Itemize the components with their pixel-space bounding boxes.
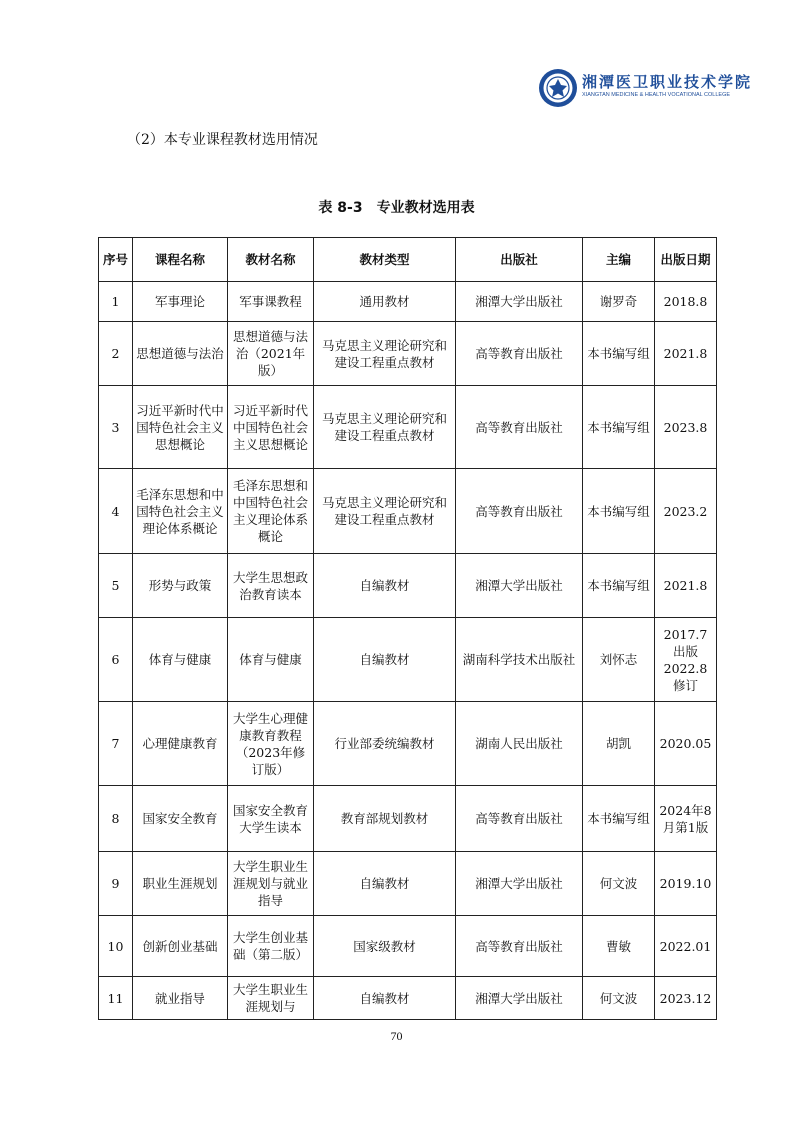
cell-textbook: 思想道德与法治（2021年版） xyxy=(228,322,314,386)
cell-textbook: 大学生职业生涯规划与就业指导 xyxy=(228,852,314,916)
cell-type: 自编教材 xyxy=(314,852,456,916)
cell-date: 2019.10 xyxy=(655,852,717,916)
cell-publisher: 湘潭大学出版社 xyxy=(456,852,583,916)
cell-textbook: 军事课教程 xyxy=(228,282,314,322)
cell-course: 职业生涯规划 xyxy=(133,852,228,916)
cell-publisher: 湖南科学技术出版社 xyxy=(456,618,583,702)
table-row xyxy=(99,702,717,786)
cell-date: 2020.05 xyxy=(655,702,717,786)
header-textbook: 教材名称 xyxy=(228,238,314,282)
cell-course: 创新创业基础 xyxy=(133,916,228,977)
table-row xyxy=(99,282,717,322)
table-row xyxy=(99,322,717,386)
cell-index: 6 xyxy=(99,618,133,702)
cell-publisher: 湘潭大学出版社 xyxy=(456,554,583,618)
cell-type: 马克思主义理论研究和建设工程重点教材 xyxy=(314,322,456,386)
table-header-row xyxy=(99,238,717,282)
cell-editor: 谢罗奇 xyxy=(583,282,655,322)
cell-index: 5 xyxy=(99,554,133,618)
cell-index: 3 xyxy=(99,386,133,469)
table-row xyxy=(99,852,717,916)
cell-date: 2021.8 xyxy=(655,554,717,618)
cell-textbook: 体育与健康 xyxy=(228,618,314,702)
cell-date: 2022.01 xyxy=(655,916,717,977)
table-row xyxy=(99,386,717,469)
section-heading: （2）本专业课程教材选用情况 xyxy=(127,132,318,148)
page-number: 70 xyxy=(390,1029,403,1043)
cell-textbook: 大学生职业生涯规划与 xyxy=(228,977,314,1020)
cell-index: 2 xyxy=(99,322,133,386)
cell-date: 2023.2 xyxy=(655,469,717,554)
table-caption: 表 8-3 专业教材选用表 xyxy=(318,200,475,216)
cell-type: 马克思主义理论研究和建设工程重点教材 xyxy=(314,469,456,554)
cell-index: 10 xyxy=(99,916,133,977)
cell-editor: 本书编写组 xyxy=(583,322,655,386)
cell-editor: 刘怀志 xyxy=(583,618,655,702)
college-logo xyxy=(538,68,753,108)
cell-course: 国家安全教育 xyxy=(133,786,228,852)
header-editor: 主编 xyxy=(583,238,655,282)
cell-index: 8 xyxy=(99,786,133,852)
cell-course: 体育与健康 xyxy=(133,618,228,702)
header-date: 出版日期 xyxy=(655,238,717,282)
cell-type: 自编教材 xyxy=(314,977,456,1020)
cell-course: 就业指导 xyxy=(133,977,228,1020)
table-row xyxy=(99,977,717,1020)
cell-course: 毛泽东思想和中国特色社会主义理论体系概论 xyxy=(133,469,228,554)
cell-type: 自编教材 xyxy=(314,554,456,618)
table-row xyxy=(99,469,717,554)
cell-publisher: 高等教育出版社 xyxy=(456,322,583,386)
college-seal-icon xyxy=(538,68,578,108)
cell-type: 通用教材 xyxy=(314,282,456,322)
cell-textbook: 习近平新时代中国特色社会主义思想概论 xyxy=(228,386,314,469)
cell-date: 2023.8 xyxy=(655,386,717,469)
cell-date: 2023.12 xyxy=(655,977,717,1020)
logo-chinese-name: 湘潭医卫职业技术学院 xyxy=(582,73,753,91)
cell-date: 2017.7出版2022.8修订 xyxy=(655,618,717,702)
table-row xyxy=(99,618,717,702)
cell-publisher: 湘潭大学出版社 xyxy=(456,282,583,322)
cell-date: 2018.8 xyxy=(655,282,717,322)
cell-index: 1 xyxy=(99,282,133,322)
cell-publisher: 高等教育出版社 xyxy=(456,469,583,554)
cell-editor: 本书编写组 xyxy=(583,554,655,618)
cell-publisher: 高等教育出版社 xyxy=(456,786,583,852)
cell-type: 马克思主义理论研究和建设工程重点教材 xyxy=(314,386,456,469)
cell-editor: 胡凯 xyxy=(583,702,655,786)
table-row xyxy=(99,916,717,977)
cell-publisher: 湖南人民出版社 xyxy=(456,702,583,786)
cell-course: 习近平新时代中国特色社会主义思想概论 xyxy=(133,386,228,469)
cell-type: 自编教材 xyxy=(314,618,456,702)
cell-textbook: 大学生心理健康教育教程（2023年修订版） xyxy=(228,702,314,786)
cell-textbook: 毛泽东思想和中国特色社会主义理论体系概论 xyxy=(228,469,314,554)
cell-textbook: 大学生思想政治教育读本 xyxy=(228,554,314,618)
cell-course: 军事理论 xyxy=(133,282,228,322)
cell-editor: 曹敏 xyxy=(583,916,655,977)
header-course: 课程名称 xyxy=(133,238,228,282)
cell-publisher: 湘潭大学出版社 xyxy=(456,977,583,1020)
cell-index: 7 xyxy=(99,702,133,786)
cell-course: 思想道德与法治 xyxy=(133,322,228,386)
cell-index: 11 xyxy=(99,977,133,1020)
cell-course: 形势与政策 xyxy=(133,554,228,618)
cell-editor: 本书编写组 xyxy=(583,786,655,852)
cell-textbook: 大学生创业基础（第二版） xyxy=(228,916,314,977)
table-row xyxy=(99,786,717,852)
cell-index: 4 xyxy=(99,469,133,554)
logo-english-name: XIANGTAN MEDICINE & HEALTH VOCATIONAL COLLEGE xyxy=(582,92,731,98)
cell-index: 9 xyxy=(99,852,133,916)
cell-date: 2024年8月第1版 xyxy=(655,786,717,852)
table-row xyxy=(99,554,717,618)
cell-date: 2021.8 xyxy=(655,322,717,386)
header-type: 教材类型 xyxy=(314,238,456,282)
cell-publisher: 高等教育出版社 xyxy=(456,386,583,469)
cell-type: 行业部委统编教材 xyxy=(314,702,456,786)
cell-editor: 何文波 xyxy=(583,977,655,1020)
cell-editor: 何文波 xyxy=(583,852,655,916)
cell-course: 心理健康教育 xyxy=(133,702,228,786)
cell-type: 国家级教材 xyxy=(314,916,456,977)
header-index: 序号 xyxy=(99,238,133,282)
header-publisher: 出版社 xyxy=(456,238,583,282)
cell-editor: 本书编写组 xyxy=(583,469,655,554)
textbook-table xyxy=(98,237,717,1020)
cell-type: 教育部规划教材 xyxy=(314,786,456,852)
cell-editor: 本书编写组 xyxy=(583,386,655,469)
cell-publisher: 高等教育出版社 xyxy=(456,916,583,977)
cell-textbook: 国家安全教育大学生读本 xyxy=(228,786,314,852)
